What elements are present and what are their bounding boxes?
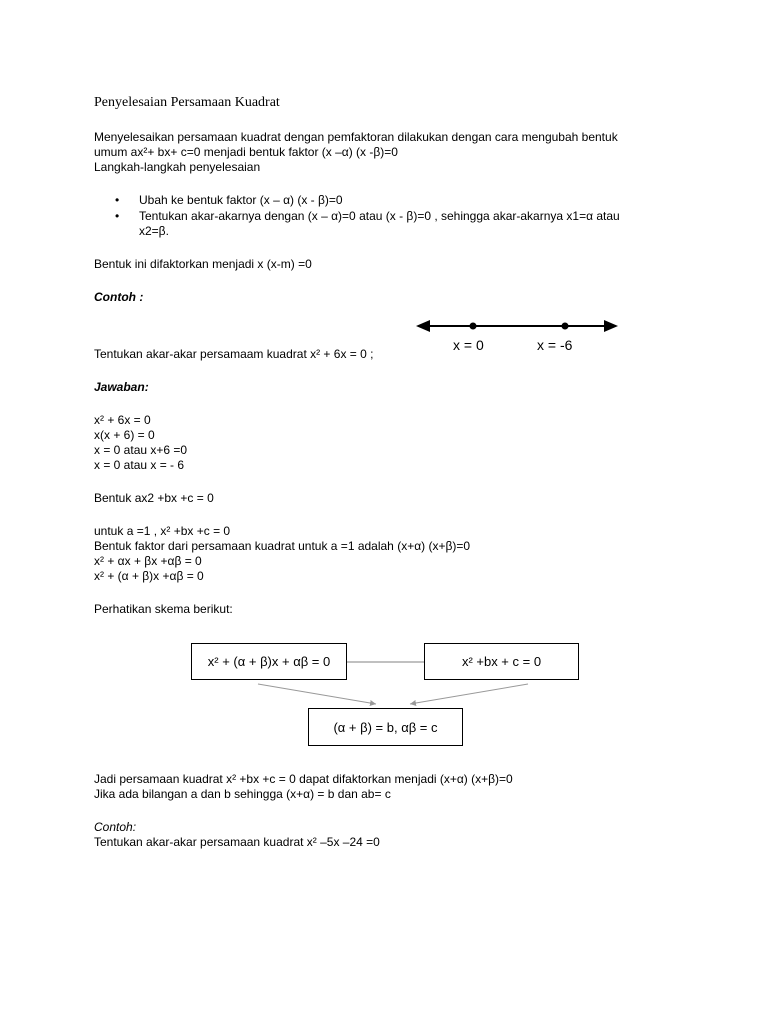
label-x-0: x = 0 (453, 337, 484, 353)
connector-arrow-left (258, 684, 376, 704)
intro-line-1: Menyelesaikan persamaan kuadrat dengan pemfaktoran dilakukan dengan cara mengubah bentuk (94, 130, 618, 144)
jadi-line-1: Jadi persamaan kuadrat x² +bx +c = 0 dapat difaktorkan menjadi (x+α) (x+β)=0 (94, 772, 513, 786)
point-x-minus-6 (562, 323, 569, 330)
untuk-line-4: x² + (α + β)x +αβ = 0 (94, 569, 204, 583)
contoh-2-heading: Contoh: (94, 820, 137, 834)
label-x-minus-6: x = -6 (537, 337, 573, 353)
step-2-text-cont: x2=β. (139, 224, 169, 238)
point-x-0 (470, 323, 477, 330)
jawaban-line-4: x = 0 atau x = - 6 (94, 458, 185, 472)
untuk-line-3: x² + αx + βx +αβ = 0 (94, 554, 202, 568)
soal-2-text: Tentukan akar-akar persamaan kuadrat x² –5x –24 =0 (94, 835, 380, 849)
step-2-text: Tentukan akar-akarnya dengan (x – α)=0 atau (x - β)=0 , sehingga akar-akarnya x1=α atau (139, 209, 620, 223)
connector-arrow-right (410, 684, 528, 704)
schema-box-right-text: x² +bx + c = 0 (461, 654, 542, 669)
bentuk-ini-text: Bentuk ini difaktorkan menjadi x (x-m) =0 (94, 257, 312, 271)
schema-box-left (191, 643, 347, 680)
contoh-heading: Contoh : (94, 290, 144, 304)
jawaban-heading: Jawaban: (94, 380, 149, 394)
soal-1-text: Tentukan akar-akar persamaam kuadrat x² + 6x = 0 ; (94, 347, 374, 361)
jawaban-line-2: x(x + 6) = 0 (94, 428, 155, 442)
untuk-line-1: untuk a =1 , x² +bx +c = 0 (94, 524, 231, 538)
schema-box-left-text: x² + (α + β)x + αβ = 0 (207, 654, 331, 669)
perhatikan-text: Perhatikan skema berikut: (94, 602, 233, 616)
jadi-line-2: Jika ada bilangan a dan b sehingga (x+α) = b dan ab= c (94, 787, 391, 801)
arrow-right-icon (604, 320, 618, 332)
schema-box-bottom-text: (α + β) = b, αβ = c (333, 719, 438, 735)
jawaban-line-3: x = 0 atau x+6 =0 (94, 443, 188, 457)
jawaban-line-1: x² + 6x = 0 (94, 413, 151, 427)
schema-box-right (424, 643, 579, 680)
bullet-icon: • (115, 193, 120, 207)
untuk-line-2: Bentuk faktor dari persamaan kuadrat untuk a =1 adalah (x+α) (x+β)=0 (94, 539, 471, 553)
document-title: Penyelesaian Persamaan Kuadrat (94, 95, 280, 110)
intro-line-3: Langkah-langkah penyelesaian (94, 160, 261, 174)
bullet-icon: • (115, 209, 120, 223)
bentuk-ax2-text: Bentuk ax2 +bx +c = 0 (94, 491, 214, 505)
schema-box-bottom (308, 708, 463, 746)
intro-line-2: umum ax²+ bx+ c=0 menjadi bentuk faktor (x –α) (x -β)=0 (94, 145, 398, 159)
step-1-text: Ubah ke bentuk faktor (x – α) (x - β)=0 (139, 193, 343, 207)
arrow-left-icon (416, 320, 430, 332)
